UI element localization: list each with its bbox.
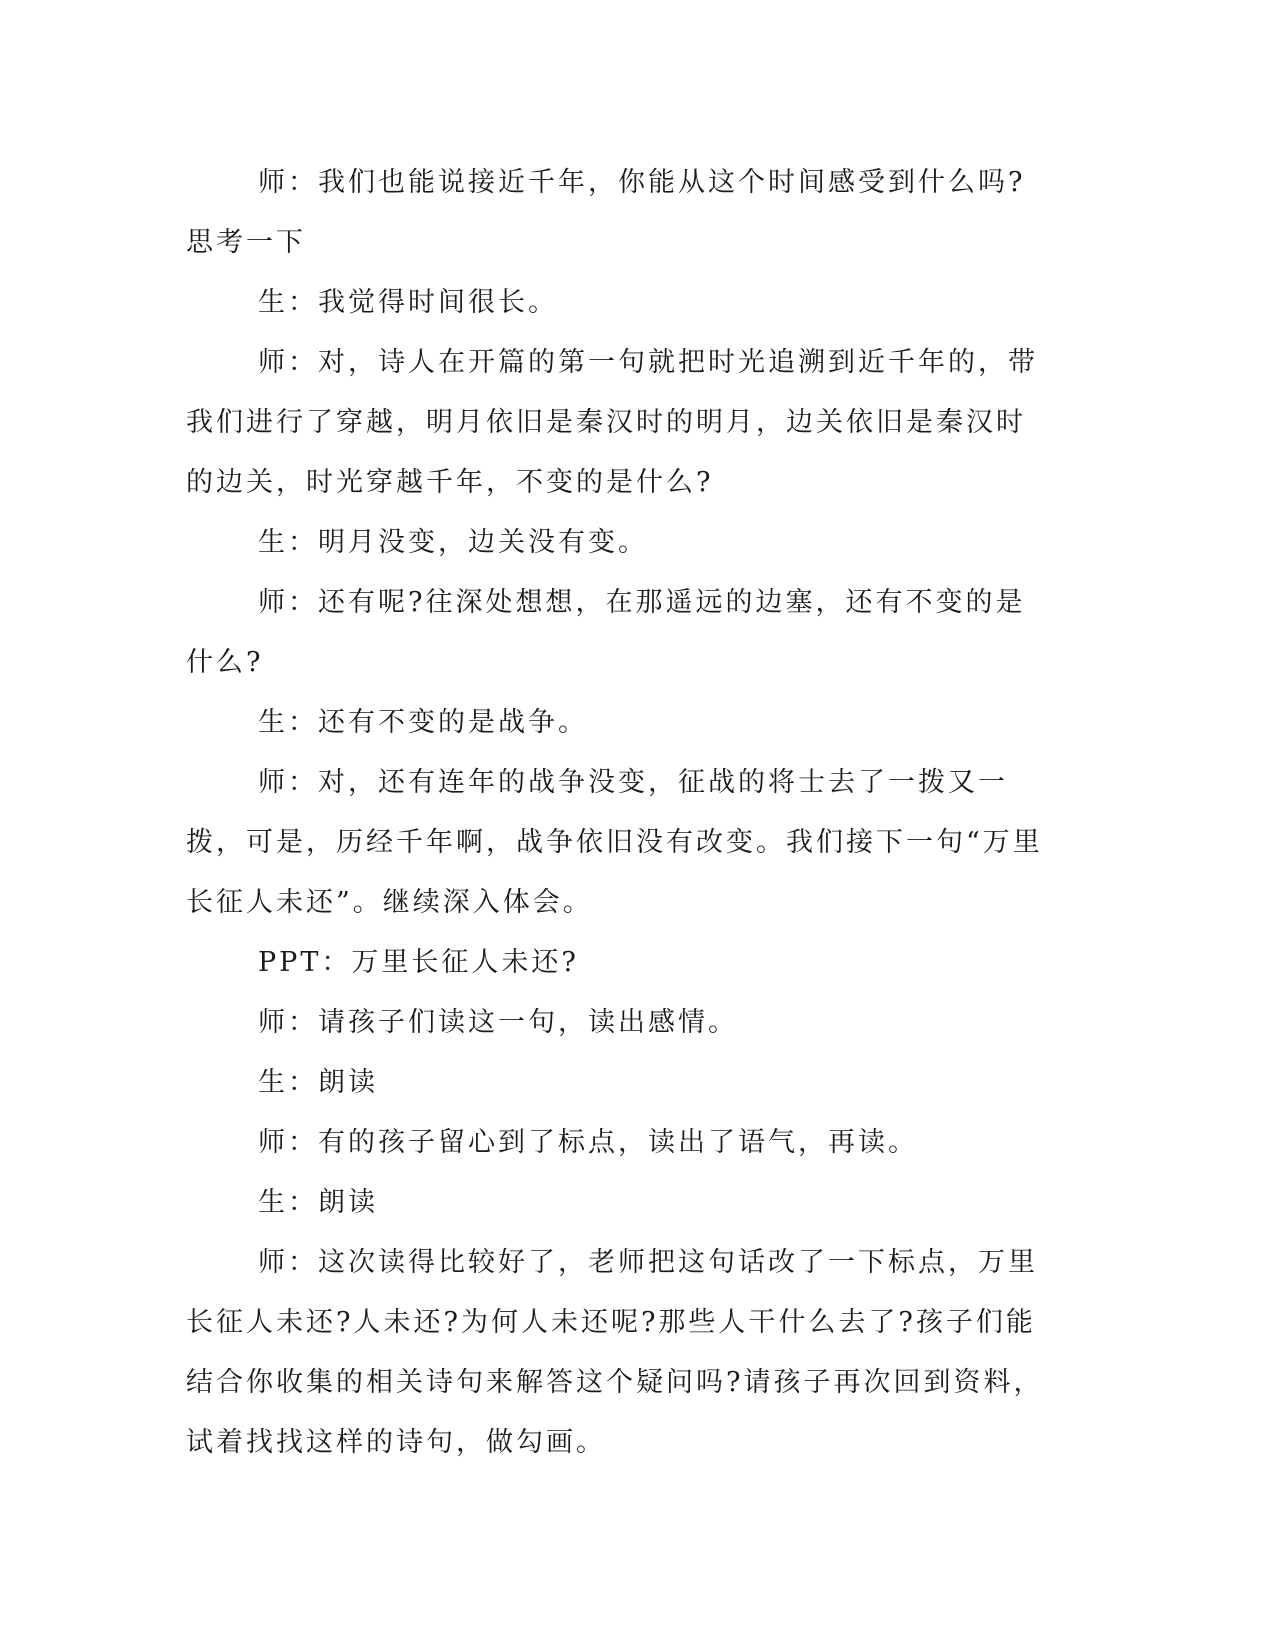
paragraph-teacher-war-explanation: 师：对，还有连年的战争没变，征战的将士去了一拨又一拨，可是，历经千年啊，战争依旧没有改变。我们接下一句“万里长征人未还”。继续深入体会。 [186, 767, 1043, 918]
paragraph-student-war: 生：还有不变的是战争。 [258, 707, 588, 738]
paragraph-student-moon-border: 生：明月没变，边关没有变。 [258, 527, 648, 558]
paragraph-student-reading-1: 生：朗读 [258, 1067, 378, 1098]
paragraph-student-reading-2: 生：朗读 [258, 1187, 378, 1218]
paragraph-ppt-line: PPT：万里长征人未还? [258, 947, 579, 978]
paragraph-teacher-final-task: 师：这次读得比较好了，老师把这句话改了一下标点，万里长征人未还?人未还?为何人未还呢?那些人干什么去了?孩子们能结合你收集的相关诗句来解答这个疑问吗?请孩子再次回到资料，试着找找这样的诗句，做勾画。 [186, 1247, 1044, 1458]
paragraph-teacher-what-else: 师：还有呢?往深处想想，在那遥远的边塞，还有不变的是什么? [186, 587, 1026, 678]
document-page [186, 153, 1054, 1473]
paragraph-student-answer-time: 生：我觉得时间很长。 [258, 287, 558, 318]
paragraph-teacher-read-instruction: 师：请孩子们读这一句，读出感情。 [258, 1007, 738, 1038]
paragraph-teacher-poet-explanation: 师：对，诗人在开篇的第一句就把时光追溯到近千年的，带我们进行了穿越，明月依旧是秦汉时的明月，边关依旧是秦汉时的边关，时光穿越千年，不变的是什么? [186, 347, 1038, 498]
paragraph-teacher-question-time: 师：我们也能说接近千年，你能从这个时间感受到什么吗?思考一下 [186, 167, 1026, 258]
paragraph-teacher-punctuation: 师：有的孩子留心到了标点，读出了语气，再读。 [258, 1127, 918, 1158]
